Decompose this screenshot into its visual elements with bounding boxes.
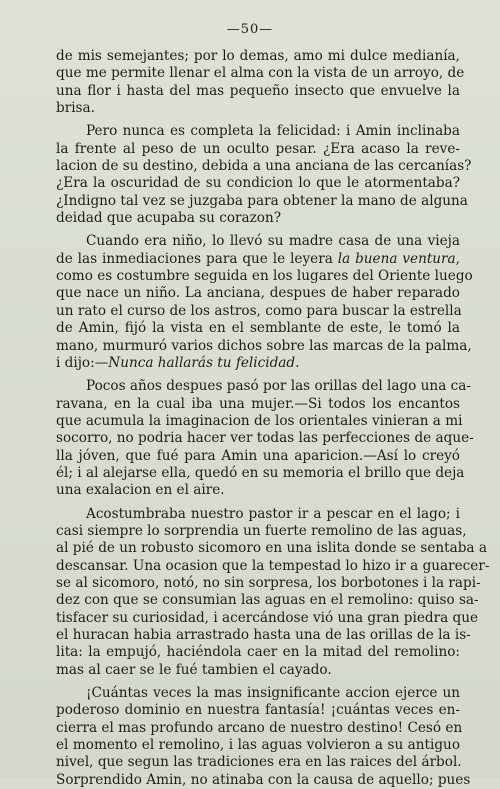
text-line xyxy=(56,141,460,158)
text-segment: ¡Cuántas veces la mas insignificante accion ejerce un xyxy=(86,685,460,702)
text-line xyxy=(56,592,479,609)
text-line xyxy=(56,210,460,227)
text-line xyxy=(56,609,479,627)
text-line xyxy=(56,192,468,210)
text-segment: lacion de su destino, debida a una anciana de las cercanías? xyxy=(56,158,472,175)
paragraph xyxy=(56,685,471,789)
paragraph xyxy=(56,378,474,499)
text-segment: una flor i hasta del mas pequeño insecto que envuelve la xyxy=(56,82,460,99)
text-line xyxy=(56,303,460,320)
text-segment: Cuando era niño, lo llevó su madre casa de una vieja xyxy=(86,233,460,250)
text-segment: como es costumbre seguida en los lugares del Oriente luego xyxy=(56,268,473,285)
text-line xyxy=(56,268,473,285)
text-segment: que acumula la imaginacion de los orientales vinieran a mi xyxy=(56,412,463,429)
paragraph xyxy=(56,48,465,117)
text-line xyxy=(56,506,460,523)
text-segment: , xyxy=(455,250,460,267)
text-line xyxy=(56,574,481,592)
text-line xyxy=(56,355,460,372)
text-line xyxy=(56,644,460,661)
text-line xyxy=(56,754,460,771)
text-segment: poderoso dominio en nuestra fantasía! ¡cuántas veces en- xyxy=(56,702,460,719)
text-segment: i dijo:— xyxy=(56,354,109,371)
text-segment: un rato el curso de los astros, como para buscar la estrella xyxy=(56,302,462,319)
text-line xyxy=(56,396,460,413)
text-line xyxy=(56,522,467,540)
text-line xyxy=(56,320,460,337)
text-segment: dez con que se consumian las aguas en el remolino: quiso sa- xyxy=(56,592,479,609)
text-segment: socorro, no podria hacer ver todas las perfecciones de aque- xyxy=(56,430,474,447)
text-line xyxy=(56,662,460,679)
text-segment: deidad que acupaba su corazon? xyxy=(56,210,281,227)
text-line xyxy=(56,233,460,250)
text-line xyxy=(56,337,472,355)
text-segment: ¿Indigno tal vez se juzgaba para obtener la mano de alguna xyxy=(56,192,468,209)
text-line xyxy=(56,464,465,482)
text-segment: que nace un niño. La anciana, despues de haber reparado xyxy=(56,285,460,302)
text-segment: de las inmediaciones para que le leyera xyxy=(56,250,338,267)
text-line xyxy=(56,175,460,192)
paragraph xyxy=(56,505,490,679)
text-line xyxy=(56,719,463,737)
text-segment: ¿Era la oscuridad de su condicion lo que le atormentaba? xyxy=(56,175,460,192)
italic-text: la buena ventura xyxy=(337,250,456,267)
text-segment: él; i al alejarse ella, quedó en su memoria el brillo que deja xyxy=(56,464,465,481)
text-line xyxy=(56,540,487,557)
text-line xyxy=(56,685,460,702)
text-line xyxy=(56,448,460,465)
text-segment: Acostumbraba nuestro pastor ir a pescar en el lago; i xyxy=(86,505,460,522)
text-segment: al pié de un robusto sicomoro en una islita donde se sentaba a xyxy=(56,540,487,557)
text-segment: el momento el remolino, i las aguas volvieron a su antiguo xyxy=(56,737,460,754)
text-line xyxy=(56,100,460,117)
paragraph xyxy=(56,233,473,372)
text-line xyxy=(56,627,471,644)
text-line xyxy=(56,285,460,302)
text-segment: lita: la empujó, haciéndola caer en la mitad del remolino: xyxy=(56,644,460,661)
text-segment: una exalacion en el aire. xyxy=(56,482,225,499)
text-segment: ravana, en la cual iba una mujer.—Si todos los encantos xyxy=(56,395,460,412)
text-segment: Pocos años despues pasó por las orillas del lago una ca- xyxy=(86,378,471,395)
text-line xyxy=(56,557,490,575)
text-segment: se al sicomoro, notó, no sin sorpresa, los borbotones i la rapi- xyxy=(56,574,481,591)
text-line xyxy=(56,65,465,82)
text-segment: nivel, que segun las tradiciones era en las raices del árbol. xyxy=(56,754,462,771)
text-line xyxy=(56,158,472,175)
text-segment: de Amin, fijó la vista en el semblante de este, le tomó la xyxy=(56,320,460,337)
text-segment: tisfacer su curiosidad, i acercándose vió una gran piedra que xyxy=(56,609,479,626)
text-segment: la frente al peso de un oculto pesar. ¿Era acaso la reve- xyxy=(56,140,460,157)
text-segment: descansar. Una ocasion que la tempestad lo hizo ir a guarecer- xyxy=(56,557,490,574)
text-line xyxy=(56,482,460,499)
text-segment: Pero nunca es completa la felicidad: i Amin inclinaba xyxy=(86,123,460,140)
text-segment: brisa. xyxy=(56,100,95,117)
page-number: —50— xyxy=(226,22,274,37)
text-segment: lla jóven, que fué para Amin una aparicion.—Así lo creyó xyxy=(56,447,460,464)
text-segment: que me permite llenar el alma con la vista de un arroyo, de xyxy=(56,65,465,82)
text-segment: de mis semejantes; por lo demas, amo mi dulce medianía, xyxy=(56,48,460,64)
text-line xyxy=(56,412,463,430)
text-line xyxy=(56,83,460,100)
text-line xyxy=(56,737,460,754)
italic-text: Nunca hallarás tu felicidad. xyxy=(108,354,300,371)
paragraph xyxy=(56,123,472,227)
text-segment: casi siempre lo sorprendia un fuerte remolino de las aguas, xyxy=(56,522,467,539)
text-line xyxy=(56,251,460,268)
text-segment: mas al caer se le fué tambien el cayado. xyxy=(56,661,332,678)
text-line xyxy=(56,771,471,789)
text-line xyxy=(56,48,460,65)
text-segment: mano, murmuró varios dichos sobre las marcas de la palma, xyxy=(56,337,472,354)
text-line xyxy=(56,378,471,395)
body-text xyxy=(56,48,490,789)
text-line xyxy=(56,123,460,140)
text-segment: el huracan habia arrastrado hasta una de las orillas de la is- xyxy=(56,627,471,643)
text-segment: Sorprendido Amin, no atinaba con la causa de aquello; pues xyxy=(56,771,471,788)
text-line xyxy=(56,430,474,447)
text-line xyxy=(56,702,460,719)
text-segment: cierra el mas profundo arcano de nuestro destino! Cesó en xyxy=(56,719,463,736)
